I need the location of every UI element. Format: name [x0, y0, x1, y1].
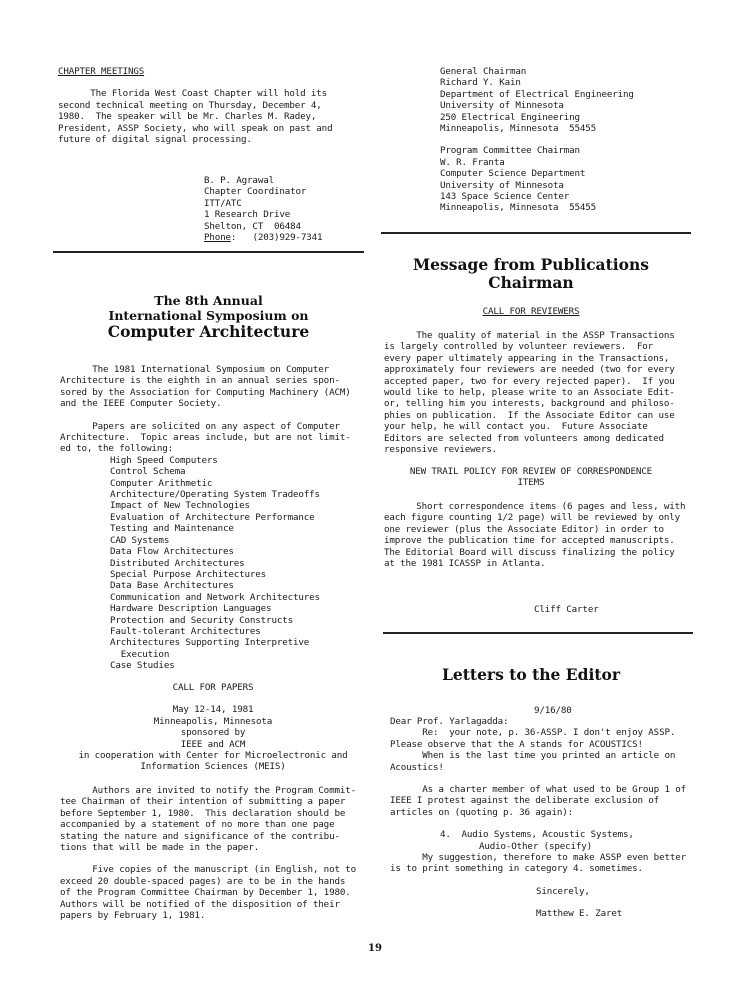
topic-item: High Speed Computers [110, 454, 218, 466]
topic-item: Evaluation of Architecture Performance [110, 511, 315, 523]
body-line: before September 1, 1980. This declaration should be [60, 807, 346, 819]
topic-item: Testing and Maintenance [110, 523, 234, 535]
topic-item: Special Purpose Architectures [110, 568, 267, 580]
topic-item: Protection and Security Constructs [110, 614, 293, 626]
body-line: The Editorial Board will discuss finalizing the policy [384, 546, 675, 558]
event-line: IEEE and ACM [180, 738, 246, 750]
body-line: Editors are selected from volunteers among dedicated [384, 432, 664, 444]
address-line: Minneapolis, Minnesota 55455 [440, 123, 597, 135]
publications-title-line2: Chairman [488, 273, 574, 292]
body-line: IEEE I protest against the deliberate exclusion of [390, 795, 660, 807]
body-line: My suggestion, therefore to make ASSP even better [390, 852, 686, 864]
topic-item: Architecture/Operating System Tradeoffs [110, 489, 320, 501]
body-line: of the Program Committee Chairman by December 1, 1980. [60, 887, 351, 899]
quoted-item: 4. Audio Systems, Acoustic Systems, [440, 829, 634, 841]
chapter-meetings-line: second technical meeting on Thursday, December 4, [58, 99, 322, 111]
publications-title-line1: Message from Publications [413, 255, 649, 274]
topic-item: Execution [110, 648, 170, 660]
intro-line: Architecture is the eighth in an annual series spon- [60, 375, 340, 387]
body-line: As a charter member of what used to be Group 1 of [390, 784, 686, 796]
body-line: every paper ultimately appearing in the Transactions, [384, 352, 670, 364]
symposium-title [53, 293, 364, 340]
policy-heading-line: NEW TRAIL POLICY FOR REVIEW OF CORRESPONDENCE [409, 466, 653, 477]
policy-body [384, 501, 704, 569]
body-line: Authors are invited to notify the Program Commit- [60, 785, 356, 796]
body-line: phies on publication. If the Associate Editor can use [384, 409, 675, 421]
topic-item: Hardware Description Languages [110, 603, 272, 615]
signature-city: Shelton, CT 06484 [204, 220, 301, 232]
publications-signature [534, 604, 599, 615]
topic-item: Case Studies [110, 660, 175, 672]
publications-body [384, 330, 704, 455]
letter-signature: Matthew E. Zaret [536, 908, 623, 920]
body-line: papers by February 1, 1981. [60, 910, 206, 922]
call-for-reviewers-heading [381, 306, 681, 317]
divider-left-top [53, 251, 364, 253]
body-line: at the 1981 ICASSP in Atlanta. [384, 558, 546, 570]
address-line: W. R. Franta [440, 156, 505, 168]
chapter-meetings-line: The Florida West Coast Chapter will hold its [58, 88, 328, 100]
topic-item: Computer Arithmetic [110, 477, 213, 489]
body-line: Short correspondence items (6 pages and less, with [384, 501, 686, 512]
body-line: accompanied by a statement of no more than one page [60, 819, 335, 831]
signature-name: B. P. Agrawal [204, 175, 274, 186]
letter-body [390, 716, 710, 920]
address-line: 143 Space Science Center [440, 191, 570, 203]
body-line: tions that will be made in the paper. [60, 842, 260, 854]
address-line: Department of Electrical Engineering [440, 88, 634, 100]
chapter-meetings-line: future of digital signal processing. [58, 134, 252, 146]
solicit-line: Papers are solicited on any aspect of Computer [60, 420, 340, 432]
body-line: is largely controlled by volunteer reviewers. For [384, 341, 654, 353]
letter-date [534, 705, 572, 716]
topic-item: Data Base Architectures [110, 580, 234, 592]
body-line: each figure counting 1/2 page) will be reviewed by only [384, 512, 680, 524]
address-line: Program Committee Chairman [440, 145, 580, 157]
topic-item: Fault-tolerant Architectures [110, 625, 261, 637]
salutation: Dear Prof. Yarlagadda: [390, 716, 509, 727]
body-line: exceed 20 double-spaced pages) are to be in the hands [60, 875, 346, 887]
address-line: Minneapolis, Minnesota 55455 [440, 202, 597, 214]
symposium-title-line3: Computer Architecture [107, 322, 310, 341]
page-number [340, 938, 410, 956]
phone-label: Phone [204, 232, 231, 244]
chapter-meetings-section [58, 66, 378, 145]
event-line: Information Sciences (MEIS) [140, 761, 286, 773]
closing: Sincerely, [536, 885, 590, 897]
body-line: approximately four reviewers are needed (two for every [384, 364, 675, 376]
body-line: your help, he will contact you. Future Associate [384, 421, 648, 433]
body-line: is to print something in category 4. sometimes. [390, 863, 643, 875]
topic-list [60, 455, 380, 672]
signature-phone [204, 232, 322, 243]
address-line: General Chairman [440, 66, 527, 77]
signature-org: ITT/ATC [204, 197, 242, 209]
solicit-line: ed to, the following: [60, 443, 174, 455]
topic-item: Distributed Architectures [110, 557, 245, 569]
topic-item: CAD Systems [110, 534, 170, 546]
date: 9/16/80 [534, 705, 572, 716]
solicit-line: Architecture. Topic areas include, but are not limit- [60, 432, 351, 444]
divider-right-top [381, 232, 691, 234]
body-line: Acoustics! [390, 761, 444, 773]
symposium-title-line2: International Symposium on [108, 308, 309, 323]
phone-value: : (203)929-7341 [230, 232, 323, 244]
chapter-meetings-line: President, ASSP Society, who will speak on past and [58, 122, 333, 134]
signature-street: 1 Research Drive [204, 209, 291, 221]
topic-item: Control Schema [110, 466, 186, 478]
body-line: Re: your note, p. 36-ASSP. I don't enjoy ASSP. [390, 727, 676, 739]
event-line: sponsored by [180, 727, 246, 739]
body-line: articles on (quoting p. 36 again): [390, 806, 573, 818]
event-line: May 12-14, 1981 [172, 704, 254, 716]
chapter-meetings-heading: CHAPTER MEETINGS [58, 66, 145, 77]
event-line: Minneapolis, Minnesota [153, 715, 273, 727]
general-chairman-address [440, 66, 634, 214]
page-number-text: 19 [368, 943, 382, 954]
body-line: stating the nature and significance of the contribu- [60, 830, 340, 842]
divider-right-middle [383, 632, 693, 634]
subheading: CALL FOR REVIEWERS [482, 306, 580, 317]
symposium-title-line1: The 8th Annual [154, 293, 263, 308]
quoted-item: Audio-Other (specify) [479, 840, 593, 852]
chapter-coordinator-signature [204, 175, 322, 243]
call-for-papers-block [53, 682, 373, 773]
policy-heading [381, 466, 681, 489]
chapter-meetings-line: 1980. The speaker will be Mr. Charles M. Radey, [58, 111, 317, 123]
signature-title: Chapter Coordinator [204, 186, 307, 198]
intro-line: and the IEEE Computer Society. [60, 398, 222, 410]
body-line: Five copies of the manuscript (in English, not to [60, 864, 356, 876]
address-line: University of Minnesota [440, 100, 564, 112]
authors-notify-block [60, 785, 380, 921]
symposium-body [60, 364, 380, 672]
body-line: When is the last time you printed an article on [390, 750, 676, 762]
event-line: in cooperation with Center for Microelectronic and [78, 750, 348, 762]
body-line: one reviewer (plus the Associate Editor) in order to [384, 523, 664, 535]
letters-title [381, 666, 681, 684]
body-line: tee Chairman of their intention of submitting a paper [60, 796, 346, 808]
body-line: The quality of material in the ASSP Transactions [384, 330, 675, 341]
body-line: Authors will be notified of the disposition of their [60, 898, 340, 910]
body-line: Please observe that the A stands for ACOUSTICS! [390, 738, 643, 750]
body-line: improve the publication time for accepted manuscripts. [384, 535, 675, 547]
body-line: would like to help, please write to an Associate Edit- [384, 387, 675, 399]
letters-title-text: Letters to the Editor [441, 665, 620, 684]
body-line: accepted paper, two for every rejected paper). If you [384, 375, 675, 387]
call-for-papers-heading: CALL FOR PAPERS [172, 682, 254, 693]
topic-item: Impact of New Technologies [110, 500, 250, 512]
body-line: responsive reviewers. [384, 444, 498, 456]
body-line: or, telling him you interests, background and philoso- [384, 398, 675, 410]
signature-name: Cliff Carter [534, 604, 599, 615]
intro-line: The 1981 International Symposium on Computer [60, 364, 330, 375]
address-line: 250 Electrical Engineering [440, 111, 580, 123]
address-line: Computer Science Department [440, 168, 586, 180]
topic-item: Architectures Supporting Interpretive [110, 637, 310, 649]
address-line: University of Minnesota [440, 179, 564, 191]
topic-item: Data Flow Architectures [110, 546, 234, 558]
policy-heading-line: ITEMS [517, 477, 545, 489]
address-line: Richard Y. Kain [440, 77, 521, 89]
topic-item: Communication and Network Architectures [110, 591, 320, 603]
publications-title [381, 256, 681, 292]
intro-line: sored by the Association for Computing Machinery (ACM) [60, 386, 351, 398]
